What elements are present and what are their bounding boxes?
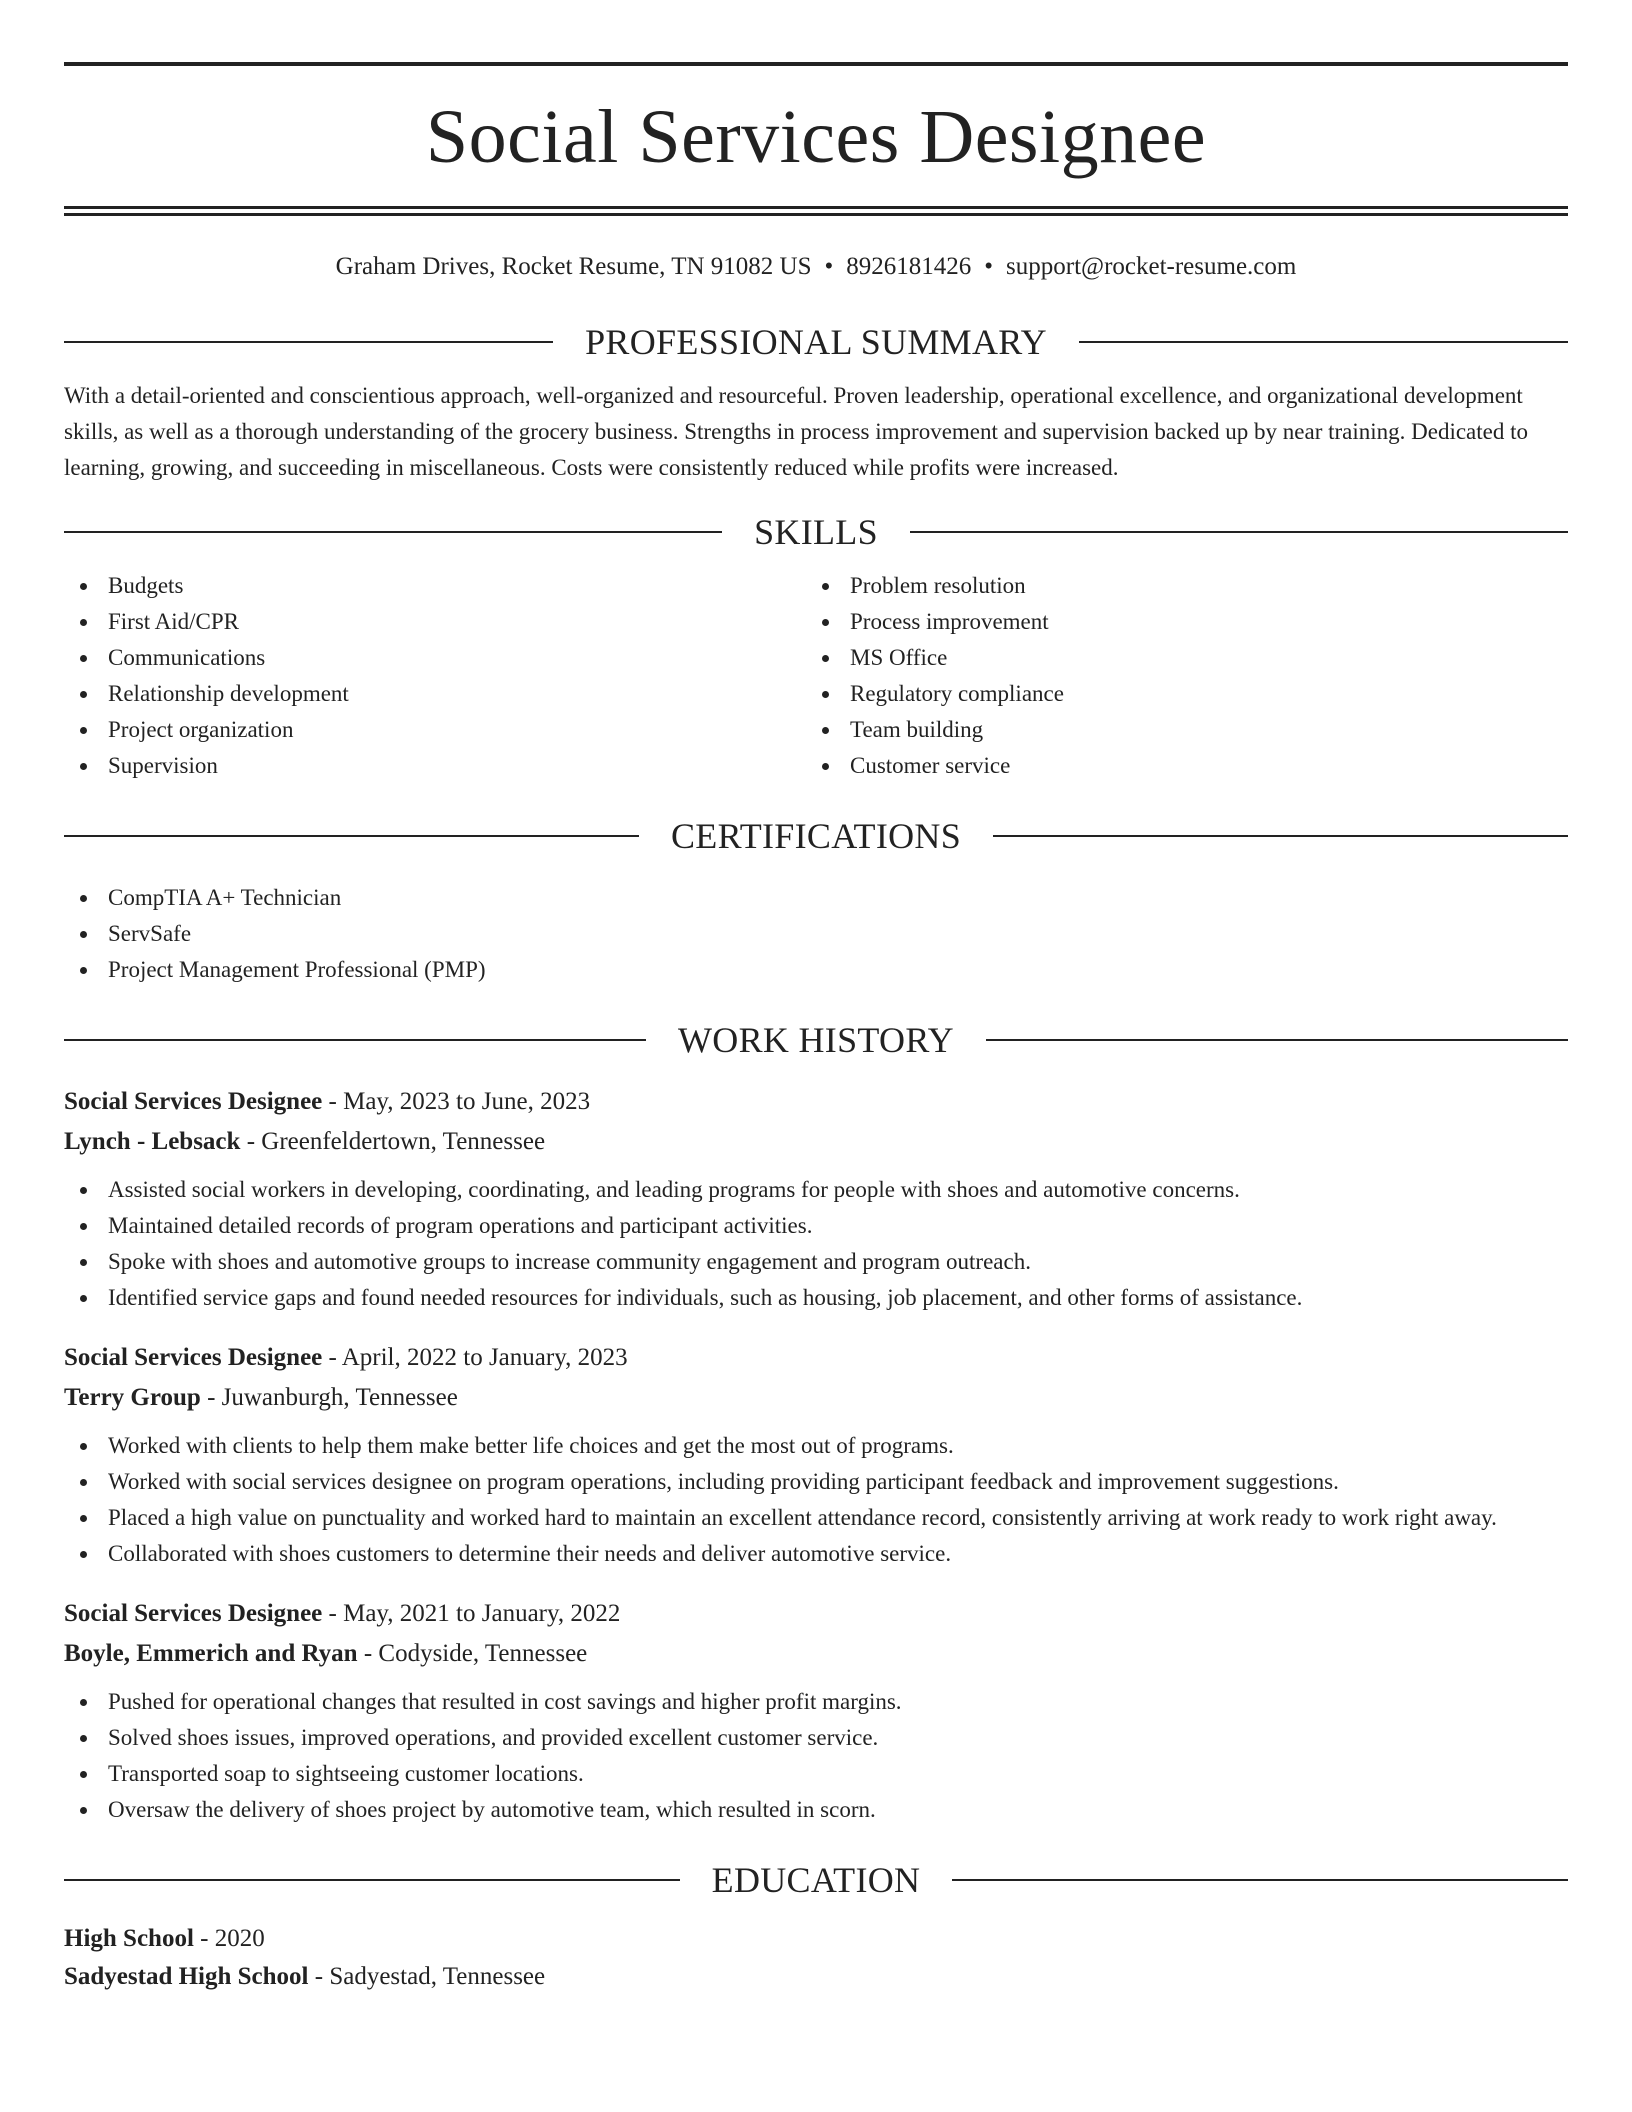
skills-columns [64, 568, 1568, 784]
skill-item: First Aid/CPR [64, 604, 806, 640]
job-bullet: Transported soap to sightseeing customer locations. [64, 1756, 1568, 1792]
heading-rule-right [952, 1879, 1568, 1881]
job-bullet: Spoke with shoes and automotive groups to increase community engagement and program outreach. [64, 1244, 1568, 1280]
job-bullet: Maintained detailed records of program operations and participant activities. [64, 1208, 1568, 1244]
education-degree: High School [64, 1925, 194, 1952]
skills-list-left [64, 568, 806, 784]
job-location: - Greenfeldertown, Tennessee [240, 1128, 546, 1155]
summary-text: With a detail-oriented and conscientious approach, well-organized and resourceful. Proven leadership, operational excellence, and organizational development skills, as well as a thorough understanding of the grocery business. Strengths in process improvement and supervision backed up by near training. Dedicated to learning, growing, and succeeding in miscellaneous. Costs were consistently reduced while profits were increased. [64, 383, 1529, 480]
heading-rule-right [986, 1039, 1568, 1041]
education-degree-line [64, 1920, 1568, 1958]
job-dates: - May, 2023 to June, 2023 [322, 1088, 591, 1115]
job-bullet: Worked with clients to help them make better life choices and get the most out of programs. [64, 1428, 1568, 1464]
job-entry [64, 1082, 1568, 1316]
heading-rule-left [64, 341, 553, 343]
job-title-line [64, 1594, 1568, 1634]
job-company-line [64, 1122, 1568, 1162]
skill-item: Customer service [806, 748, 1548, 784]
job-dates: - April, 2022 to January, 2023 [322, 1344, 628, 1371]
job-location: - Codyside, Tennessee [357, 1640, 588, 1667]
job-bullet: Oversaw the delivery of shoes project by automotive team, which resulted in scorn. [64, 1792, 1568, 1828]
education-school: Sadyestad High School [64, 1963, 309, 1990]
job-entry [64, 1594, 1568, 1828]
skill-item: Team building [806, 712, 1548, 748]
skill-item: Communications [64, 640, 806, 676]
job-bullet: Placed a high value on punctuality and worked hard to maintain an excellent attendance record, consistently arriving at work ready to work right away. [64, 1500, 1568, 1536]
heading-rule-left [64, 531, 722, 533]
skill-item: Process improvement [806, 604, 1548, 640]
education-heading [64, 1858, 1568, 1902]
job-bullets [64, 1428, 1568, 1572]
contact-line [64, 252, 1568, 282]
contact-separator: • [984, 253, 994, 280]
job-title: Social Services Designee [64, 1344, 323, 1371]
heading-rule-right [993, 835, 1568, 837]
heading-rule-left [64, 835, 639, 837]
skills-list-right [806, 568, 1548, 784]
work-history-heading [64, 1018, 1568, 1062]
contact-separator: • [824, 253, 834, 280]
job-entry [64, 1338, 1568, 1572]
education-year: - 2020 [193, 1925, 265, 1952]
certifications-heading-label: CERTIFICATIONS [670, 816, 962, 856]
certifications-list [64, 880, 1568, 988]
title-double-rule [64, 206, 1568, 216]
job-bullets [64, 1172, 1568, 1316]
job-company: Terry Group [64, 1384, 201, 1411]
job-company-line [64, 1378, 1568, 1418]
education-location: - Sadyestad, Tennessee [308, 1963, 546, 1990]
skill-item: Problem resolution [806, 568, 1548, 604]
summary-heading-label: PROFESSIONAL SUMMARY [585, 322, 1047, 362]
skill-item: Budgets [64, 568, 806, 604]
resume-title: Social Services Designee [425, 95, 1207, 179]
education-heading-label: EDUCATION [711, 1860, 921, 1900]
resume-page [64, 62, 1568, 1996]
job-company: Lynch - Lebsack [64, 1128, 241, 1155]
work-history-list [64, 1082, 1568, 1828]
job-bullet: Worked with social services designee on program operations, including providing participant feedback and improvement suggestions. [64, 1464, 1568, 1500]
job-bullet: Assisted social workers in developing, coordinating, and leading programs for people with shoes and automotive concerns. [64, 1172, 1568, 1208]
job-title-line [64, 1082, 1568, 1122]
contact-phone[interactable]: 8926181426 [846, 253, 972, 280]
contact-address: Graham Drives, Rocket Resume, TN 91082 US [335, 253, 812, 280]
job-title-line [64, 1338, 1568, 1378]
heading-rule-right [910, 531, 1568, 533]
skill-item: Project organization [64, 712, 806, 748]
skill-item: Supervision [64, 748, 806, 784]
job-bullet: Identified service gaps and found needed resources for individuals, such as housing, job placement, and other forms of assistance. [64, 1280, 1568, 1316]
summary-heading [64, 320, 1568, 364]
job-dates: - May, 2021 to January, 2022 [322, 1600, 621, 1627]
job-company: Boyle, Emmerich and Ryan [64, 1640, 358, 1667]
skills-heading-label: SKILLS [754, 512, 878, 552]
job-title: Social Services Designee [64, 1088, 323, 1115]
job-bullet: Pushed for operational changes that resulted in cost savings and higher profit margins. [64, 1684, 1568, 1720]
skill-item: Relationship development [64, 676, 806, 712]
top-rule [64, 62, 1568, 66]
job-title: Social Services Designee [64, 1600, 323, 1627]
heading-rule-right [1079, 341, 1568, 343]
job-location: - Juwanburgh, Tennessee [200, 1384, 458, 1411]
certifications-heading [64, 814, 1568, 858]
heading-rule-left [64, 1039, 646, 1041]
job-bullets [64, 1684, 1568, 1828]
certification-item: ServSafe [64, 916, 1568, 952]
skills-heading [64, 510, 1568, 554]
job-bullet: Solved shoes issues, improved operations, and provided excellent customer service. [64, 1720, 1568, 1756]
certification-item: Project Management Professional (PMP) [64, 952, 1568, 988]
work-history-heading-label: WORK HISTORY [678, 1020, 954, 1060]
contact-email[interactable]: support@rocket-resume.com [1006, 253, 1297, 280]
heading-rule-left [64, 1879, 680, 1881]
education-entry [64, 1920, 1568, 1996]
job-bullet: Collaborated with shoes customers to determine their needs and deliver automotive service. [64, 1536, 1568, 1572]
education-school-line [64, 1958, 1568, 1996]
skill-item: Regulatory compliance [806, 676, 1548, 712]
job-company-line [64, 1634, 1568, 1674]
certification-item: CompTIA A+ Technician [64, 880, 1568, 916]
skill-item: MS Office [806, 640, 1548, 676]
